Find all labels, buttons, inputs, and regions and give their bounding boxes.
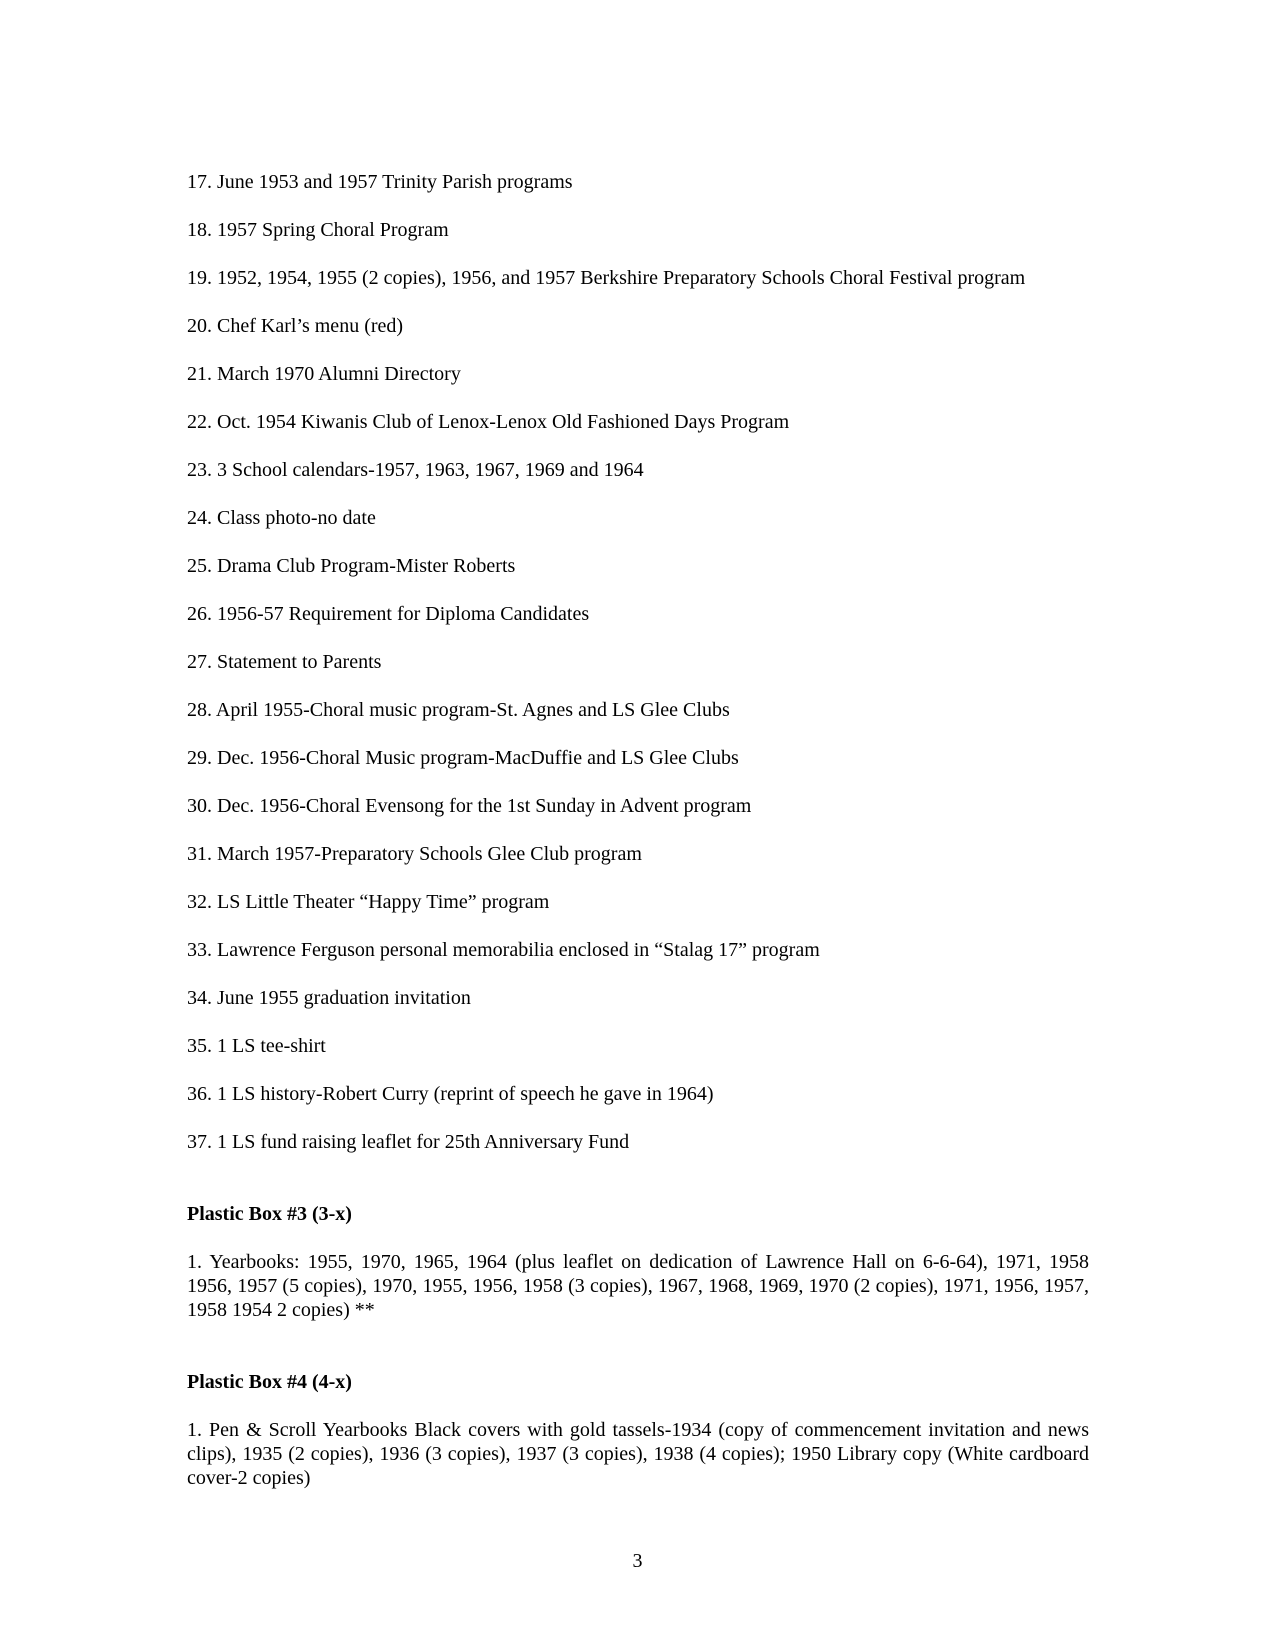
list-item: 24. Class photo-no date bbox=[187, 507, 376, 529]
list-item: 31. March 1957-Preparatory Schools Glee Club program bbox=[187, 843, 642, 865]
list-item: 28. April 1955-Choral music program-St. Agnes and LS Glee Clubs bbox=[187, 699, 730, 721]
section-heading-box4: Plastic Box #4 (4-x) bbox=[187, 1371, 352, 1393]
list-item: 25. Drama Club Program-Mister Roberts bbox=[187, 555, 516, 577]
list-item: 27. Statement to Parents bbox=[187, 651, 382, 673]
list-item: 17. June 1953 and 1957 Trinity Parish programs bbox=[187, 171, 573, 193]
list-item: 19. 1952, 1954, 1955 (2 copies), 1956, and 1957 Berkshire Preparatory Schools Choral Festival program bbox=[187, 267, 1026, 289]
section-heading-box3: Plastic Box #3 (3-x) bbox=[187, 1203, 352, 1225]
section-body-box4: 1. Pen & Scroll Yearbooks Black covers with gold tassels-1934 (copy of commencement invitation and news clips), 1935 (2 copies), 1936 (3 copies), 1937 (3 copies), 1938 (4 copies); 1950 Library copy (White cardboard cover-2 copies) bbox=[187, 1419, 1089, 1489]
list-item: 32. LS Little Theater “Happy Time” program bbox=[187, 891, 550, 913]
list-item: 33. Lawrence Ferguson personal memorabilia enclosed in “Stalag 17” program bbox=[187, 939, 820, 961]
list-item: 21. March 1970 Alumni Directory bbox=[187, 363, 461, 385]
list-item: 22. Oct. 1954 Kiwanis Club of Lenox-Lenox Old Fashioned Days Program bbox=[187, 411, 790, 433]
list-item: 18. 1957 Spring Choral Program bbox=[187, 219, 449, 241]
list-item: 36. 1 LS history-Robert Curry (reprint of speech he gave in 1964) bbox=[187, 1083, 714, 1105]
list-item: 29. Dec. 1956-Choral Music program-MacDuffie and LS Glee Clubs bbox=[187, 747, 739, 769]
section-body-box3: 1. Yearbooks: 1955, 1970, 1965, 1964 (plus leaflet on dedication of Lawrence Hall on 6-6-64), 1971, 1958 1956, 1957 (5 copies), 1970, 1955, 1956, 1958 (3 copies), 1967, 1968, 1969, 1970 (2 copies), 1971, 1956, 1957, 1958 1954 2 copies) ** bbox=[187, 1251, 1089, 1321]
page-content bbox=[187, 170, 1089, 1490]
list-item: 37. 1 LS fund raising leaflet for 25th Anniversary Fund bbox=[187, 1131, 630, 1153]
page-number: 3 bbox=[632, 1550, 643, 1572]
inventory-list bbox=[187, 170, 1089, 1154]
list-item: 23. 3 School calendars-1957, 1963, 1967, 1969 and 1964 bbox=[187, 459, 644, 481]
list-item: 26. 1956-57 Requirement for Diploma Candidates bbox=[187, 603, 590, 625]
list-item: 35. 1 LS tee-shirt bbox=[187, 1035, 326, 1057]
list-item: 30. Dec. 1956-Choral Evensong for the 1st Sunday in Advent program bbox=[187, 795, 752, 817]
list-item: 20. Chef Karl’s menu (red) bbox=[187, 315, 404, 337]
list-item: 34. June 1955 graduation invitation bbox=[187, 987, 471, 1009]
